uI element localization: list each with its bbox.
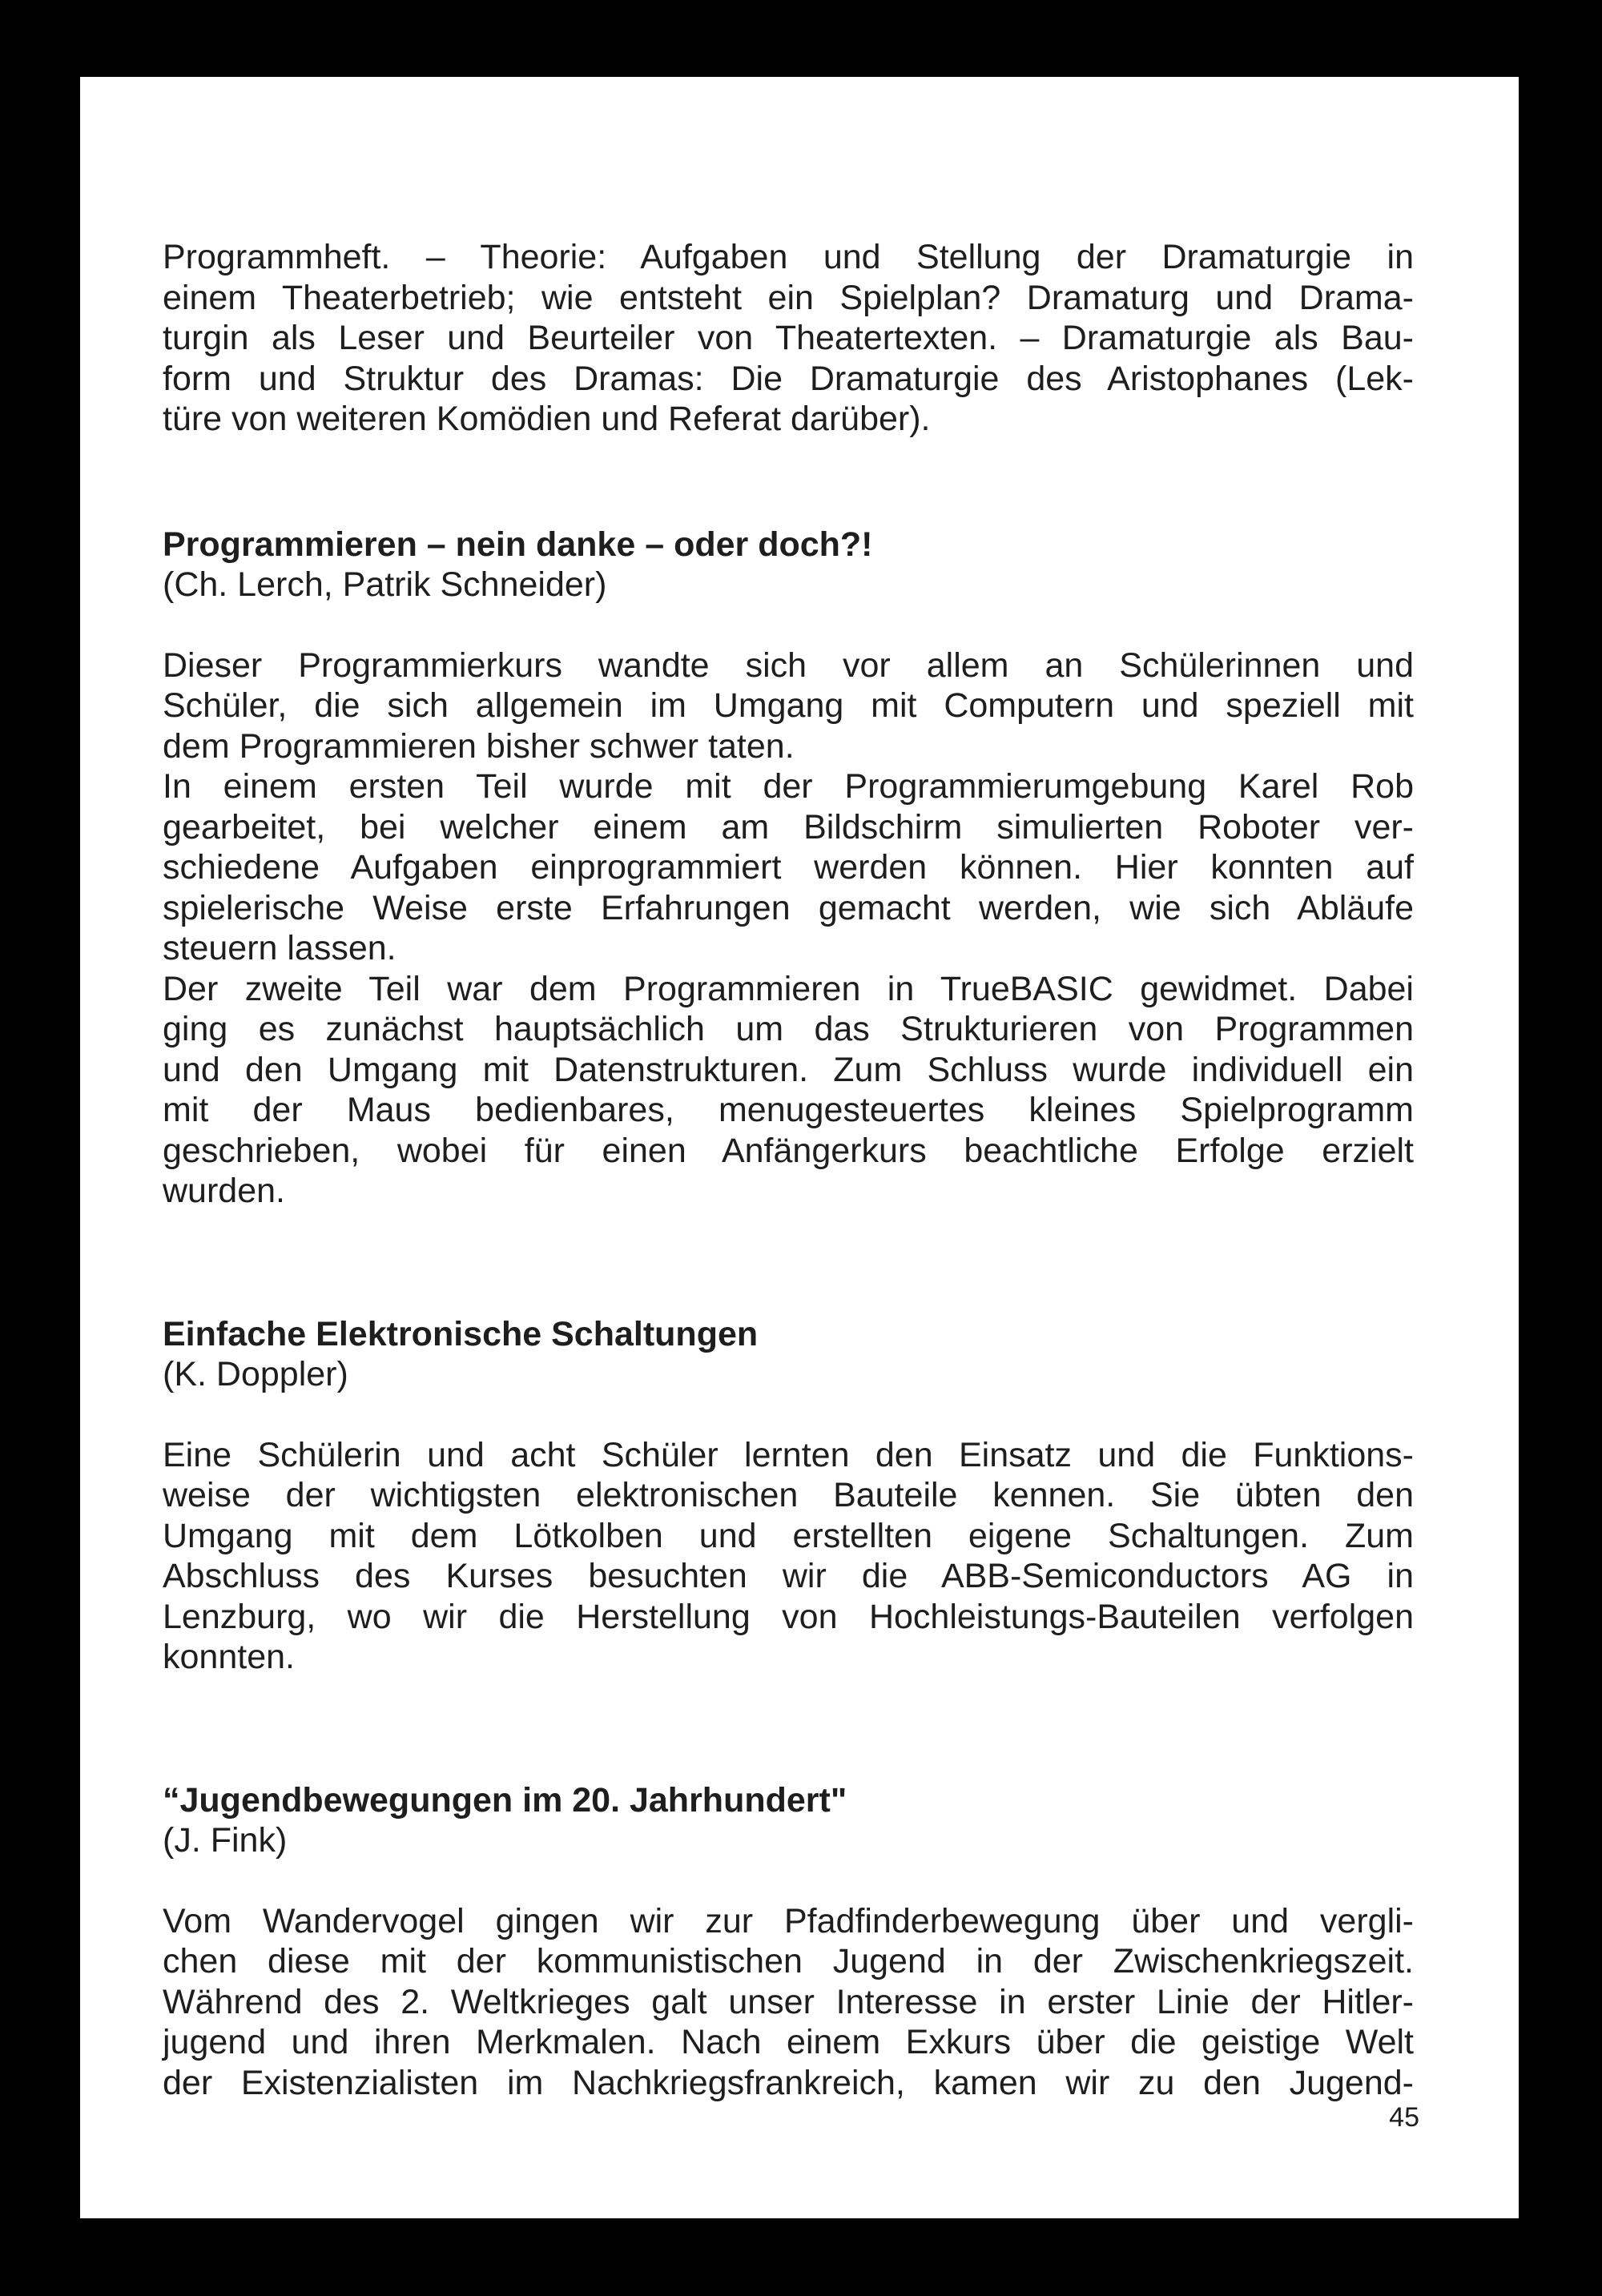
text-line: jugend und ihren Merkmalen. Nach einem Exkurs über die geistige Welt <box>163 2023 1414 2061</box>
text-line: Der zweite Teil war dem Programmieren in TrueBASIC gewidmet. Dabei <box>163 969 1414 1008</box>
text-line: form und Struktur des Dramas: Die Dramaturgie des Aristophanes (Lek- <box>163 359 1414 398</box>
text-line: konnten. <box>163 1638 295 1676</box>
section-elektronik <box>163 1314 1414 1678</box>
section-body <box>163 1901 1414 2104</box>
text-line: Vom Wandervogel gingen wir zur Pfadfinderbewegung über und vergli- <box>163 1901 1414 1940</box>
document-page <box>80 77 1519 2218</box>
text-line: Eine Schülerin und acht Schüler lernten den Einsatz und die Funktions- <box>163 1435 1414 1474</box>
text-line: Dieser Programmierkurs wandte sich vor allem an Schülerinnen und <box>163 645 1414 685</box>
section-authors: (J. Fink) <box>163 1821 288 1860</box>
section-authors: (Ch. Lerch, Patrik Schneider) <box>163 565 607 604</box>
text-line: der Existenzialisten im Nachkriegsfrankreich, kamen wir zu den Jugend- <box>163 2063 1414 2102</box>
text-line: chen diese mit der kommunistischen Jugend in der Zwischenkriegszeit. <box>163 1942 1414 1980</box>
page-content <box>163 237 1414 2103</box>
text-line: spielerische Weise erste Erfahrungen gemacht werden, wie sich Abläufe <box>163 888 1414 927</box>
text-line: Schüler, die sich allgemein im Umgang mit Computern und speziell mit <box>163 686 1414 725</box>
section-title: Programmieren – nein danke – oder doch?! <box>163 525 873 564</box>
section-authors: (K. Doppler) <box>163 1355 348 1393</box>
text-line: geschrieben, wobei für einen Anfängerkurs beachtliche Erfolge erzielt <box>163 1131 1414 1170</box>
text-line: Während des 2. Weltkrieges galt unser Interesse in erster Linie der Hitler- <box>163 1982 1414 2021</box>
intro-paragraph <box>163 237 1414 440</box>
text-line: Umgang mit dem Lötkolben und erstellten eigene Schaltungen. Zum <box>163 1516 1414 1555</box>
text-line: einem Theaterbetrieb; wie entsteht ein Spielplan? Dramaturg und Drama- <box>163 278 1414 317</box>
text-line: weise der wichtigsten elektronischen Bauteile kennen. Sie übten den <box>163 1476 1414 1514</box>
section-body <box>163 1435 1414 1678</box>
text-line: Lenzburg, wo wir die Herstellung von Hochleistungs-Bauteilen verfolgen <box>163 1597 1414 1636</box>
text-line: steuern lassen. <box>163 929 396 967</box>
text-line: turgin als Leser und Beurteiler von Theatertexten. – Dramaturgie als Bau- <box>163 319 1414 357</box>
section-programmieren <box>163 525 1414 1212</box>
text-line: In einem ersten Teil wurde mit der Programmierumgebung Karel Rob <box>163 767 1414 806</box>
text-line: Abschluss des Kurses besuchten wir die ABB-Semiconductors AG in <box>163 1557 1414 1595</box>
text-line: gearbeitet, bei welcher einem am Bildschirm simulierten Roboter ver- <box>163 807 1414 846</box>
section-title: Einfache Elektronische Schaltungen <box>163 1314 759 1353</box>
text-line: und den Umgang mit Datenstrukturen. Zum Schluss wurde individuell ein <box>163 1050 1414 1089</box>
text-line: Programmheft. – Theorie: Aufgaben und Stellung der Dramaturgie in <box>163 238 1414 276</box>
section-jugendbewegungen <box>163 1780 1414 2104</box>
text-line: ging es zunächst hauptsächlich um das Strukturieren von Programmen <box>163 1010 1414 1048</box>
text-line: schiedene Aufgaben einprogrammiert werden können. Hier konnten auf <box>163 848 1414 887</box>
section-title: “Jugendbewegungen im 20. Jahrhundert" <box>163 1780 847 1820</box>
text-line: türe von weiteren Komödien und Referat darüber). <box>163 400 931 438</box>
text-line: wurden. <box>163 1172 285 1210</box>
text-line: dem Programmieren bisher schwer taten. <box>163 726 795 766</box>
text-line: mit der Maus bedienbares, menugesteuertes kleines Spielprogramm <box>163 1091 1414 1129</box>
page-number: 45 <box>1389 2102 1419 2133</box>
section-body <box>163 645 1414 1212</box>
